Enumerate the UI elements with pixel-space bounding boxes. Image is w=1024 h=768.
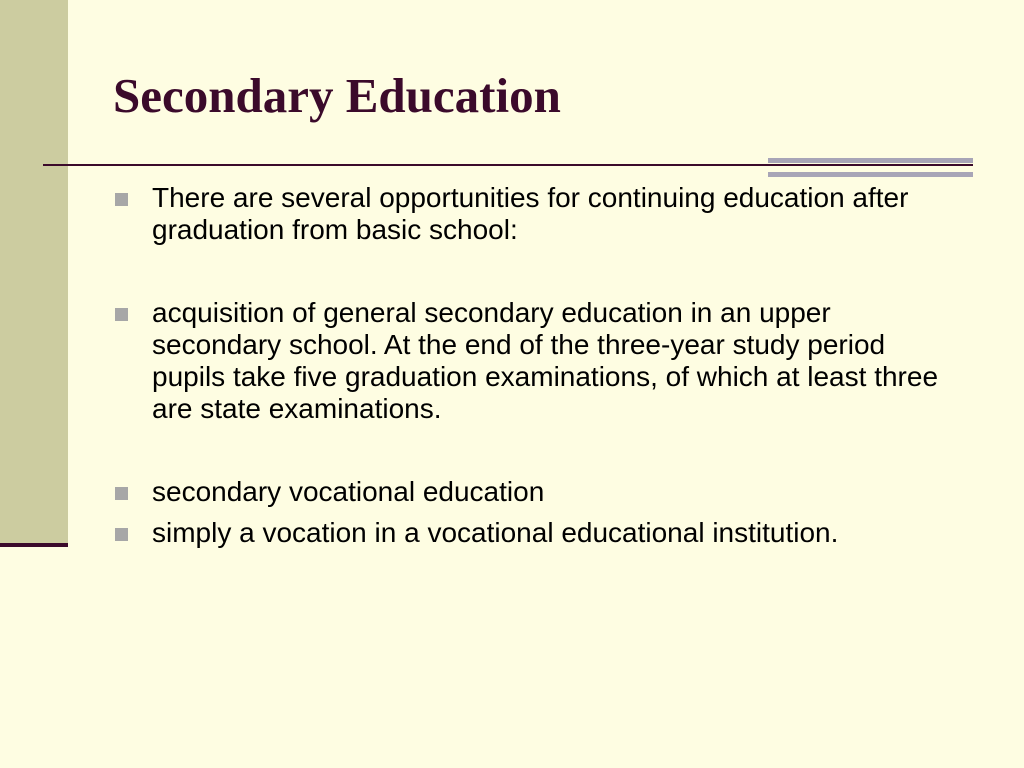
bullet-text: There are several opportunities for continuing education after graduation from basic school: [152, 182, 909, 245]
bullet-text: acquisition of general secondary education in an upper secondary school. At the end of the three-year study period pupils take five graduation examinations, of which at least three are state examinations. [152, 297, 939, 424]
square-bullet-icon [115, 193, 128, 206]
bullet-list [115, 182, 965, 549]
bullet-item [115, 297, 965, 425]
bullet-item [115, 476, 965, 508]
square-bullet-icon [115, 528, 128, 541]
left-band-underline [0, 543, 68, 547]
bullet-item [115, 182, 965, 246]
square-bullet-icon [115, 308, 128, 321]
slide-title: Secondary Education [113, 68, 561, 123]
accent-bar-bottom [768, 172, 973, 177]
bullet-item [115, 517, 965, 549]
bullet-text: secondary vocational education [152, 476, 545, 507]
square-bullet-icon [115, 487, 128, 500]
bullet-text: simply a vocation in a vocational educational institution. [152, 517, 839, 548]
title-divider-line [43, 164, 973, 166]
left-decorative-band [0, 0, 68, 543]
accent-bar-top [768, 158, 973, 163]
